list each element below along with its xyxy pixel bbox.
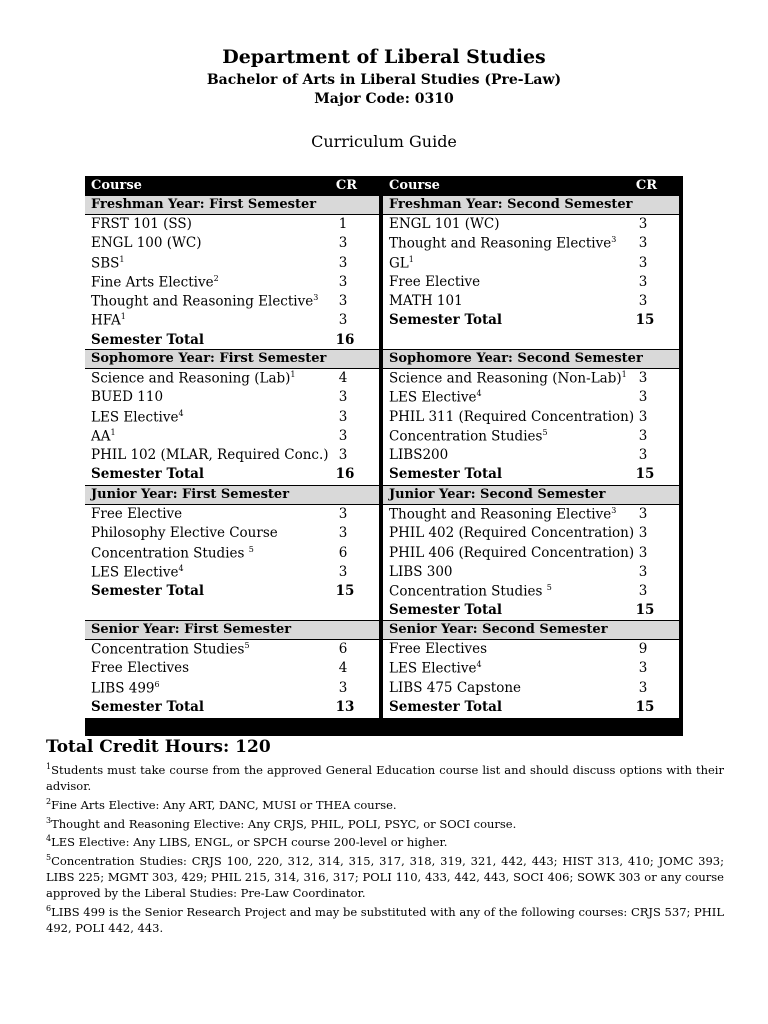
course-name-text: LES Elective xyxy=(389,660,477,677)
footnote-number: 3 xyxy=(46,815,52,825)
course-name xyxy=(91,564,184,581)
course-credits: 3 xyxy=(638,679,648,696)
semester-block xyxy=(383,620,679,717)
semester-block xyxy=(383,485,679,621)
semester-total-value: 15 xyxy=(635,312,655,329)
semester-heading: Freshman Year: Second Semester xyxy=(383,195,679,215)
course-name-text: BUED 110 xyxy=(91,389,164,406)
course-row xyxy=(85,427,379,446)
course-row xyxy=(383,388,679,407)
semester-total-label: Semester Total xyxy=(91,583,205,600)
course-credits: 3 xyxy=(338,408,348,425)
course-name xyxy=(389,274,480,290)
course-credits: 3 xyxy=(638,506,648,522)
semester-total-row xyxy=(383,698,679,717)
semester-total-value: 15 xyxy=(635,466,655,483)
footnote-marker: 1 xyxy=(120,312,126,322)
course-name-text: Concentration Studies xyxy=(91,641,245,658)
course-credits: 3 xyxy=(338,273,348,290)
semester-block xyxy=(85,485,379,601)
footnote-marker: 5 xyxy=(542,427,548,437)
footnote xyxy=(46,901,724,936)
footnote-marker: 1 xyxy=(408,254,414,264)
semester-heading: Senior Year: First Semester xyxy=(85,620,379,640)
semester-total-label: Semester Total xyxy=(91,466,205,483)
course-name xyxy=(389,235,616,252)
column-header xyxy=(85,176,379,195)
course-credits: 3 xyxy=(338,447,348,464)
course-credits: 3 xyxy=(338,389,348,406)
course-name xyxy=(389,370,627,387)
course-name-text: SBS xyxy=(91,255,120,272)
course-name xyxy=(91,370,296,387)
course-name-text: LIBS 300 xyxy=(389,563,453,580)
course-name xyxy=(91,235,202,251)
course-name xyxy=(91,312,126,329)
course-row xyxy=(383,273,679,292)
course-credits: 4 xyxy=(338,660,348,677)
course-name-text: Science and Reasoning (Non-Lab) xyxy=(389,370,622,387)
course-credits: 3 xyxy=(338,254,348,271)
course-row xyxy=(85,524,379,543)
major-code: Major Code: 0310 xyxy=(314,91,454,107)
semester-total-value: 16 xyxy=(335,466,355,483)
course-name xyxy=(389,293,463,309)
course-name xyxy=(91,389,163,405)
course-name-text: PHIL 402 (Required Concentration) xyxy=(389,525,635,542)
course-name xyxy=(389,660,482,677)
semester-total-label: Semester Total xyxy=(389,698,503,715)
footnote-marker: 5 xyxy=(248,544,254,554)
course-credits: 3 xyxy=(638,660,648,677)
course-row xyxy=(383,254,679,273)
course-row xyxy=(85,388,379,407)
footnote-marker: 1 xyxy=(119,254,125,264)
course-name-text: Concentration Studies xyxy=(91,545,249,562)
course-credits: 3 xyxy=(638,273,648,290)
course-name xyxy=(389,409,634,425)
course-name xyxy=(389,447,448,463)
course-row xyxy=(383,292,679,311)
semester-total-label: Semester Total xyxy=(389,466,503,483)
semester-heading: Sophomore Year: Second Semester xyxy=(383,349,679,369)
semester-block xyxy=(85,349,379,485)
semester-heading: Junior Year: First Semester xyxy=(85,485,379,505)
course-name-text: FRST 101 (SS) xyxy=(91,216,192,232)
course-name xyxy=(389,564,453,580)
course-name xyxy=(389,428,548,445)
degree-subtitle: Bachelor of Arts in Liberal Studies (Pre-Law) xyxy=(206,72,562,88)
course-name xyxy=(389,216,500,232)
course-row xyxy=(383,427,679,446)
footnote-number: 5 xyxy=(46,853,52,863)
course-row xyxy=(85,640,379,659)
table-column-left xyxy=(85,176,379,718)
course-name-text: Science and Reasoning (Lab) xyxy=(91,370,291,387)
course-credits: 3 xyxy=(638,293,648,310)
course-name-text: Free Electives xyxy=(389,641,488,657)
semester-total-row xyxy=(85,582,379,601)
footnote xyxy=(46,759,724,794)
course-credits: 3 xyxy=(638,427,648,444)
footnote xyxy=(46,850,724,901)
footnote-marker: 1 xyxy=(110,427,116,437)
table-column-right xyxy=(383,176,679,718)
course-name-text: PHIL 311 (Required Concentration) xyxy=(389,408,635,425)
course-credits: 3 xyxy=(638,254,648,271)
course-credits: 1 xyxy=(338,216,348,232)
semester-total-row xyxy=(383,601,679,620)
course-row xyxy=(85,215,379,234)
department-title: Department of Liberal Studies xyxy=(222,46,546,68)
semester-total-label: Semester Total xyxy=(389,602,503,619)
course-name xyxy=(91,409,184,426)
course-credits: 3 xyxy=(338,525,348,542)
footnote-marker: 1 xyxy=(621,370,627,379)
footnote-marker: 3 xyxy=(611,506,617,515)
course-name-text: PHIL 406 (Required Concentration) xyxy=(389,544,635,561)
course-row xyxy=(383,505,679,524)
course-name-text: MATH 101 xyxy=(389,293,463,310)
footnote-text: Students must take course from the approved General Education course list and should discuss options with their advisor. xyxy=(46,762,724,793)
footnote-text: Concentration Studies: CRJS 100, 220, 312, 314, 315, 317, 318, 319, 321, 442, 443; HIST 313, 410; JOMC 393; LIBS 225; MGMT 303, 429; PHIL 215, 314, 316, 317; POLI 110, 433, 442, 443, SOCI 406; SOWK 303 or any course approved by the Liberal Studies: Pre-Law Coordinator. xyxy=(46,854,724,901)
course-name xyxy=(389,255,414,272)
course-credits: 3 xyxy=(338,235,348,252)
course-credits: 6 xyxy=(338,641,348,657)
footnote-marker: 5 xyxy=(546,583,552,593)
course-row xyxy=(383,679,679,698)
semester-total-row xyxy=(383,465,679,484)
course-row xyxy=(85,292,379,311)
footnote-text: Thought and Reasoning Elective: Any CRJS, PHIL, POLI, PSYC, or SOCI course. xyxy=(51,816,517,831)
footnotes xyxy=(46,759,724,936)
course-name-text: LIBS 475 Capstone xyxy=(389,679,522,696)
course-name-text: PHIL 102 (MLAR, Required Conc.) xyxy=(91,447,329,464)
course-row xyxy=(85,563,379,582)
course-row xyxy=(383,544,679,563)
footnote-text: LES Elective: Any LIBS, ENGL, or SPCH course 200-level or higher. xyxy=(51,835,448,850)
course-name-text: Concentration Studies xyxy=(389,583,547,600)
course-name xyxy=(389,525,634,541)
semester-total-value: 15 xyxy=(635,698,655,715)
course-name-text: Free Electives xyxy=(91,660,190,677)
course-name xyxy=(91,506,182,522)
footnote-marker: 3 xyxy=(611,235,617,245)
course-name xyxy=(91,680,160,697)
course-credits: 4 xyxy=(338,370,348,386)
course-credits: 3 xyxy=(338,293,348,310)
course-name-text: LIBS 499 xyxy=(91,680,155,697)
column-header xyxy=(383,176,679,195)
course-name-text: AA xyxy=(91,428,111,445)
course-credits: 3 xyxy=(638,544,648,561)
semester-total-row xyxy=(85,465,379,484)
footnote-number: 4 xyxy=(46,834,52,844)
course-name-text: Free Elective xyxy=(389,273,481,290)
course-row xyxy=(85,679,379,698)
course-credits: 3 xyxy=(638,563,648,580)
footnote-marker: 2 xyxy=(213,273,219,283)
course-name-text: ENGL 100 (WC) xyxy=(91,235,202,252)
footnote-marker: 3 xyxy=(313,293,319,303)
course-row xyxy=(383,408,679,427)
course-row xyxy=(85,273,379,292)
semester-heading: Junior Year: Second Semester xyxy=(383,485,679,505)
course-name-text: LIBS200 xyxy=(389,447,449,464)
semester-total-label: Semester Total xyxy=(389,312,503,329)
course-row xyxy=(383,659,679,678)
course-credits: 9 xyxy=(638,641,648,657)
course-credits: 3 xyxy=(638,216,648,232)
course-row xyxy=(85,254,379,273)
course-name xyxy=(91,274,219,291)
semester-block xyxy=(85,620,379,717)
course-row xyxy=(383,524,679,543)
course-name xyxy=(91,293,318,310)
footnote-number: 1 xyxy=(46,762,52,771)
semester-block xyxy=(383,349,679,485)
course-row xyxy=(85,408,379,427)
course-name xyxy=(389,680,521,696)
course-name-text: Thought and Reasoning Elective xyxy=(389,235,612,252)
semester-heading: Senior Year: Second Semester xyxy=(383,620,679,640)
footnote-marker: 4 xyxy=(476,389,482,399)
course-name xyxy=(389,545,634,561)
footnote-text: Fine Arts Elective: Any ART, DANC, MUSI or THEA course. xyxy=(51,797,397,812)
course-row xyxy=(383,582,679,601)
semester-total-value: 13 xyxy=(335,698,355,715)
semester-heading: Freshman Year: First Semester xyxy=(85,195,379,215)
course-name-text: Concentration Studies xyxy=(389,428,543,445)
course-row xyxy=(383,446,679,465)
course-name xyxy=(91,255,125,272)
column-header-cr: CR xyxy=(335,178,357,193)
course-credits: 3 xyxy=(638,408,648,425)
semester-total-value: 16 xyxy=(335,331,355,348)
course-credits: 3 xyxy=(638,235,648,252)
course-name xyxy=(91,641,250,658)
course-credits: 3 xyxy=(638,389,648,406)
course-name xyxy=(91,216,192,232)
course-credits: 3 xyxy=(338,679,348,696)
course-row xyxy=(383,215,679,234)
course-credits: 3 xyxy=(338,312,348,329)
semester-total-value: 15 xyxy=(635,602,655,619)
course-name-text: ENGL 101 (WC) xyxy=(389,216,500,232)
course-name-text: LES Elective xyxy=(91,564,179,581)
curriculum-table xyxy=(85,176,683,736)
semester-block xyxy=(85,195,379,350)
footnote-marker: 4 xyxy=(178,408,184,418)
course-row xyxy=(383,563,679,582)
course-row xyxy=(383,369,679,388)
course-credits: 3 xyxy=(638,525,648,542)
semester-total-label: Semester Total xyxy=(91,331,205,348)
semester-total-row xyxy=(85,331,379,350)
semester-total-label: Semester Total xyxy=(91,698,205,715)
course-row xyxy=(85,446,379,465)
footnote-number: 6 xyxy=(46,904,52,914)
column-header-cr: CR xyxy=(635,178,657,193)
course-name-text: Thought and Reasoning Elective xyxy=(389,506,612,523)
course-name-text: GL xyxy=(389,255,409,272)
footnote-marker: 4 xyxy=(178,563,184,573)
course-name-text: LES Elective xyxy=(91,409,179,426)
semester-total-row xyxy=(85,698,379,717)
column-header-course: Course xyxy=(91,178,142,193)
course-name xyxy=(389,583,552,600)
footnote xyxy=(46,794,724,813)
course-name-text: LES Elective xyxy=(389,389,477,406)
course-row xyxy=(85,544,379,563)
semester-heading: Sophomore Year: First Semester xyxy=(85,349,379,369)
course-row xyxy=(85,234,379,253)
course-row xyxy=(383,640,679,659)
course-name-text: Thought and Reasoning Elective xyxy=(91,293,314,310)
course-credits: 3 xyxy=(638,447,648,464)
semester-total-row xyxy=(383,311,679,330)
course-row xyxy=(85,369,379,388)
course-row xyxy=(85,505,379,524)
course-name xyxy=(91,545,254,562)
course-row xyxy=(85,659,379,678)
curriculum-guide-heading: Curriculum Guide xyxy=(311,132,457,151)
course-credits: 6 xyxy=(338,544,348,561)
total-credit-hours: Total Credit Hours: 120 xyxy=(46,737,271,757)
course-name xyxy=(91,428,116,445)
footnote-marker: 4 xyxy=(476,660,482,670)
course-row xyxy=(383,234,679,253)
course-name-text: Free Elective xyxy=(91,506,183,522)
course-name xyxy=(91,660,189,676)
course-credits: 3 xyxy=(638,370,648,386)
course-credits: 3 xyxy=(338,563,348,580)
footnote xyxy=(46,831,724,850)
course-row xyxy=(85,311,379,330)
course-name xyxy=(91,525,278,541)
course-credits: 3 xyxy=(338,427,348,444)
column-header-course: Course xyxy=(389,178,440,193)
course-name xyxy=(389,641,487,657)
footnote-text: LIBS 499 is the Senior Research Project and may be substituted with any of the following courses: CRJS 537; PHIL 492, POLI 442, 443. xyxy=(46,904,724,935)
semester-total-value: 15 xyxy=(335,583,355,600)
semester-block xyxy=(383,195,679,331)
footnote-marker: 1 xyxy=(290,370,296,379)
footnote-number: 2 xyxy=(46,796,52,806)
course-credits: 3 xyxy=(638,583,648,600)
footnote-marker: 5 xyxy=(244,641,250,650)
course-name xyxy=(91,447,329,463)
course-name-text: Philosophy Elective Course xyxy=(91,525,278,542)
course-name-text: HFA xyxy=(91,312,121,329)
footnote xyxy=(46,813,724,832)
course-name xyxy=(389,506,616,523)
course-name-text: Fine Arts Elective xyxy=(91,274,214,291)
course-credits: 3 xyxy=(338,506,348,522)
footnote-marker: 6 xyxy=(154,679,160,689)
course-name xyxy=(389,389,482,406)
